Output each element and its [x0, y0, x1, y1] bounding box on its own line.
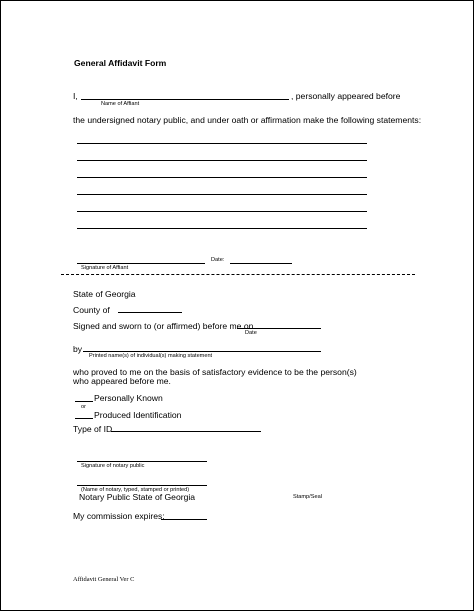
intro-prefix: I, [73, 91, 78, 101]
notary-name-line[interactable] [77, 485, 207, 486]
commission-expiry-line[interactable] [161, 519, 207, 520]
notary-signature-caption: Signature of notary public [81, 463, 145, 469]
notary-name-caption: (Name of notary, typed, stamped or printed) [81, 487, 190, 493]
printed-names-line[interactable] [83, 351, 321, 352]
date-label: Date: [211, 257, 225, 263]
intro-suffix: , personally appeared before [291, 91, 401, 101]
sworn-text: Signed and sworn to (or affirmed) before me on [73, 321, 254, 331]
personally-known-blank[interactable] [75, 401, 93, 402]
type-of-id-label: Type of ID [73, 424, 113, 434]
county-label: County of [73, 305, 110, 315]
county-line[interactable] [118, 312, 182, 313]
affiant-date-line[interactable] [230, 263, 292, 264]
statement-line-1[interactable] [77, 143, 367, 144]
affiant-signature-caption: Signature of Affiant [81, 265, 129, 271]
by-label: by [73, 344, 83, 354]
statement-intro: the undersigned notary public, and under oath or affirmation make the following statements: [73, 115, 422, 125]
produced-id-label: Produced Identification [94, 410, 182, 420]
sworn-date-caption: Date [245, 330, 257, 336]
produced-id-blank[interactable] [75, 418, 93, 419]
statement-line-6[interactable] [77, 228, 367, 229]
proof-text-line-2: who appeared before me. [73, 376, 171, 386]
state-label: State of Georgia [73, 289, 136, 299]
statement-line-4[interactable] [77, 194, 367, 195]
footer-version: Affidavit General Ver C [73, 576, 135, 583]
section-divider [61, 274, 415, 275]
commission-label: My commission expires: [73, 511, 165, 521]
sworn-date-line[interactable] [237, 328, 321, 329]
statement-line-2[interactable] [77, 160, 367, 161]
stamp-seal-label: Stamp/Seal [293, 494, 322, 500]
form-title: General Affidavit Form [74, 58, 167, 68]
affiant-name-caption: Name of Affiant [101, 101, 140, 107]
statement-line-3[interactable] [77, 177, 367, 178]
notary-signature-line[interactable] [77, 461, 207, 462]
proof-text-line-1: who proved to me on the basis of satisfactory evidence to be the person(s) [73, 367, 357, 377]
affiant-name-line[interactable] [81, 99, 289, 100]
statement-line-5[interactable] [77, 211, 367, 212]
personally-known-label: Personally Known [94, 393, 163, 403]
printed-names-caption: Printed name(s) of individual(s) making statement [89, 353, 213, 359]
or-label: or [81, 404, 86, 410]
notary-title: Notary Public State of Georgia [79, 492, 196, 502]
type-of-id-line[interactable] [111, 431, 261, 432]
affiant-signature-line[interactable] [77, 263, 205, 264]
